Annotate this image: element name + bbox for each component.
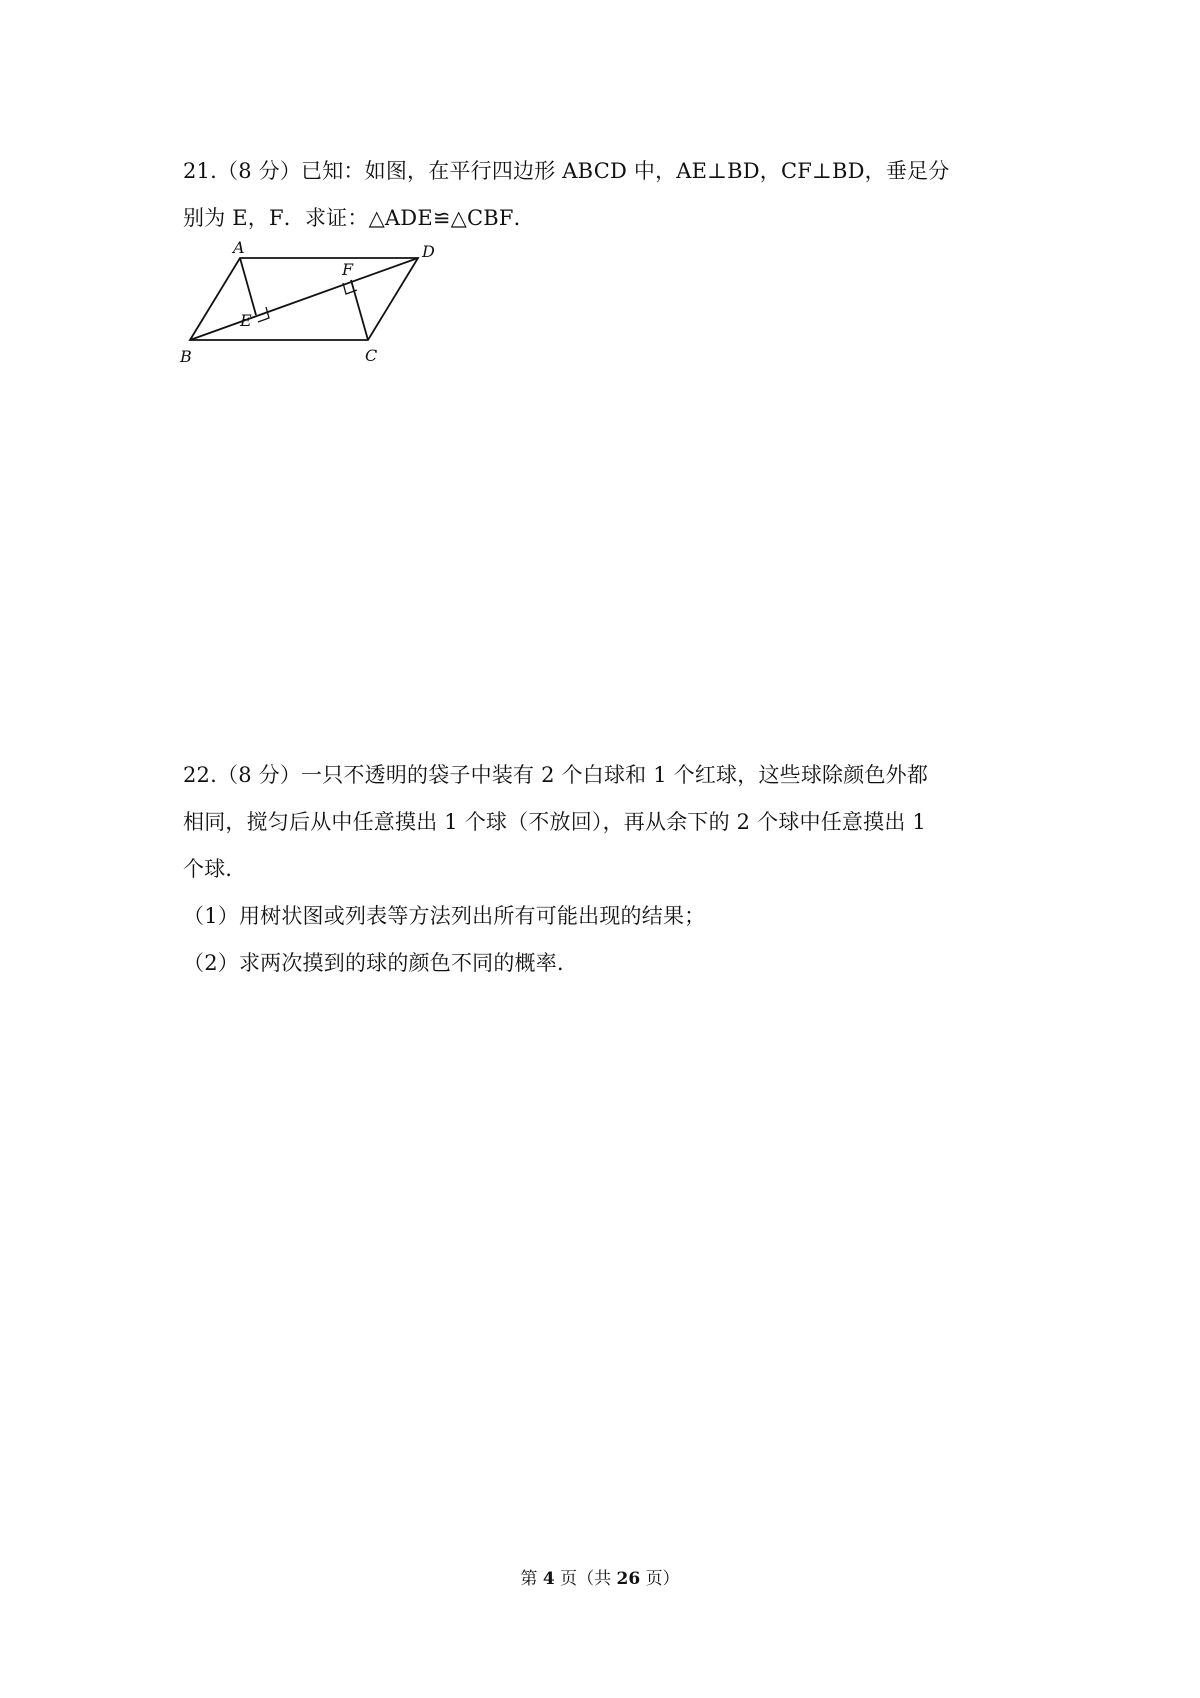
q22-part-2: （2）求两次摸到的球的颜色不同的概率． <box>183 951 579 975</box>
q22-part-1: （1）用树状图或列表等方法列出所有可能出现的结果； <box>183 904 706 928</box>
q22-text-line-1: 22.（8 分）一只不透明的袋子中装有 2 个白球和 1 个红球，这些球除颜色外都 <box>183 763 929 787</box>
page-footer <box>0 1567 1200 1591</box>
footer-middle: 页（共 <box>560 1569 612 1589</box>
diagonal-bd <box>190 258 418 340</box>
footer-page-number: 4 <box>542 1569 555 1589</box>
q21-text-line-1: 21.（8 分）已知：如图，在平行四边形 ABCD 中，AE⊥BD，CF⊥BD，垂足分 <box>183 159 950 183</box>
label-a: A <box>233 238 245 257</box>
q22-text-line-3: 个球． <box>183 857 247 881</box>
parallelogram-svg <box>178 238 438 368</box>
label-d: D <box>422 242 435 261</box>
footer-suffix: 页） <box>645 1569 680 1589</box>
label-e: E <box>240 311 252 330</box>
q22-text-line-2: 相同，搅匀后从中任意摸出 1 个球（不放回），再从余下的 2 个球中任意摸出 1 <box>183 810 926 834</box>
footer-total-pages: 26 <box>616 1569 641 1589</box>
parallelogram-figure <box>178 238 438 368</box>
q21-text-line-2: 别为 E，F．求证：△ADE≌△CBF． <box>183 206 535 230</box>
segment-ae <box>240 258 256 315</box>
label-b: B <box>180 347 192 366</box>
footer-prefix: 第 <box>520 1569 538 1589</box>
label-c: C <box>365 346 378 365</box>
segment-cf <box>351 280 368 340</box>
label-f: F <box>342 260 354 279</box>
